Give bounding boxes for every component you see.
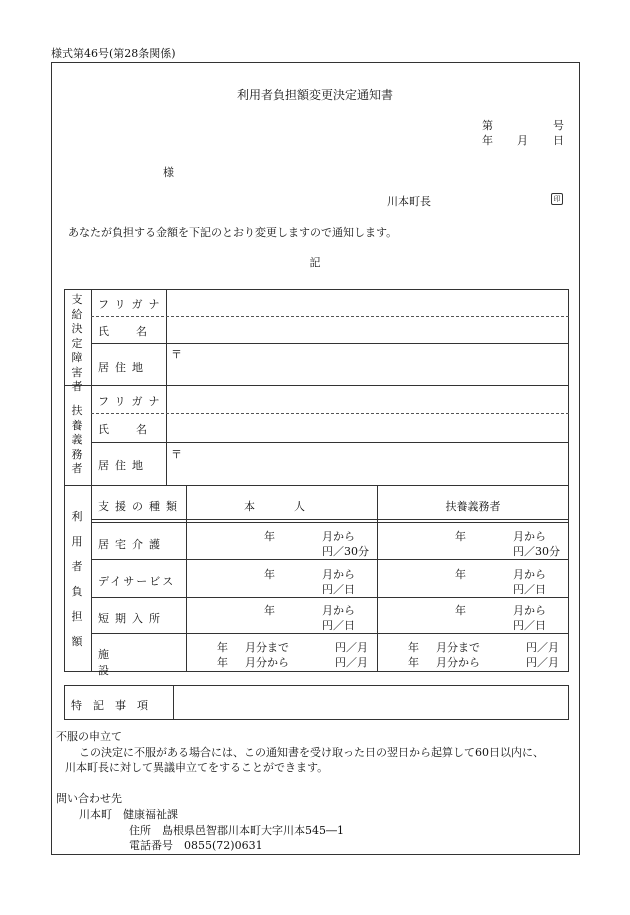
objection-line1: この決定に不服がある場合には、この通知書を受け取った日の翌日から起算して60日以内に、 [79,746,544,759]
col-service: 支援の種類 [98,500,183,513]
objection-heading: 不服の申立て [56,730,122,743]
person-name-label: 氏 名 [98,325,155,338]
row-facility-label: 施設 [98,648,157,677]
row-home-care-sup-from: 月から [513,530,546,543]
person-address-label: 居住地 [98,361,149,374]
row-short-stay-self-unit: 円／日 [322,619,355,632]
row-short-stay-sup-from: 月から [513,604,546,617]
supporter-address-label: 居住地 [98,459,149,472]
row-short-stay-self-year: 年 [264,604,275,617]
row-home-care-self-unit: 円／30分 [322,545,369,558]
issuer: 川本町長 [387,195,431,208]
number-go: 号 [553,119,564,132]
facility-self-until-year: 年 [217,641,228,654]
notice-text: あなたが負担する金額を下記のとおり変更しますので通知します。 [68,226,398,239]
person-furigana-label: フリガナ [98,298,166,311]
supporter-section-heading: 扶養義務者 [71,404,83,475]
contact-address: 住所 島根県邑智郡川本町大字川本545―1 [129,824,344,837]
contact-phone: 電話番号 0855(72)0631 [129,839,263,852]
facility-self-from-unit: 円／月 [335,656,368,669]
supporter-postal-mark: 〒 [171,448,182,461]
row-day-service-self-from: 月から [322,568,355,581]
row-home-care-sup-year: 年 [455,530,466,543]
addressee-suffix: 様 [163,166,174,179]
facility-sup-until-year: 年 [408,641,419,654]
supporter-name-label: 氏 名 [98,423,155,436]
row-home-care-sup-unit: 円／30分 [513,545,560,558]
facility-sup-until-text: 月分まで [436,641,480,654]
objection-line2: 川本町長に対して異議申立てをすることができます。 [65,761,329,774]
burden-heading: 利用者負担額 [71,510,83,648]
facility-sup-from-text: 月分から [436,656,480,669]
col-supporter: 扶養義務者 [445,500,501,513]
supporter-furigana-label: フリガナ [98,395,166,408]
ki-label: 記 [309,256,321,269]
contact-heading: 問い合わせ先 [56,792,122,805]
person-section-heading: 支給決定障害者 [71,293,83,393]
row-home-care-self-year: 年 [264,530,275,543]
date-day: 日 [553,134,564,147]
date-year: 年 [482,134,493,147]
row-day-service-sup-from: 月から [513,568,546,581]
form-number: 様式第46号(第28条関係) [51,47,176,60]
row-day-service-sup-year: 年 [455,568,466,581]
row-day-service-self-year: 年 [264,568,275,581]
page-title: 利用者負担額変更決定通知書 [236,88,393,102]
row-short-stay-self-from: 月から [322,604,355,617]
facility-sup-from-unit: 円／月 [526,656,559,669]
facility-self-from-text: 月分から [245,656,289,669]
row-day-service-sup-unit: 円／日 [513,583,546,596]
contact-office: 川本町 健康福祉課 [79,808,178,821]
special-notes-label: 特記事項 [71,699,159,712]
row-short-stay-sup-year: 年 [455,604,466,617]
row-short-stay-sup-unit: 円／日 [513,619,546,632]
row-home-care-self-from: 月から [322,530,355,543]
row-short-stay-label: 短期入所 [98,612,166,625]
facility-self-from-year: 年 [217,656,228,669]
col-self: 本 人 [244,500,319,513]
number-dai: 第 [482,119,493,132]
row-day-service-label: デイサービス [98,575,176,588]
row-home-care-label: 居宅介護 [98,538,166,551]
row-day-service-self-unit: 円／日 [322,583,355,596]
person-postal-mark: 〒 [171,348,182,361]
facility-sup-until-unit: 円／月 [526,641,559,654]
facility-self-until-unit: 円／月 [335,641,368,654]
seal-mark: 印 [551,193,563,205]
facility-sup-from-year: 年 [408,656,419,669]
facility-self-until-text: 月分まで [245,641,289,654]
date-month: 月 [517,134,528,147]
